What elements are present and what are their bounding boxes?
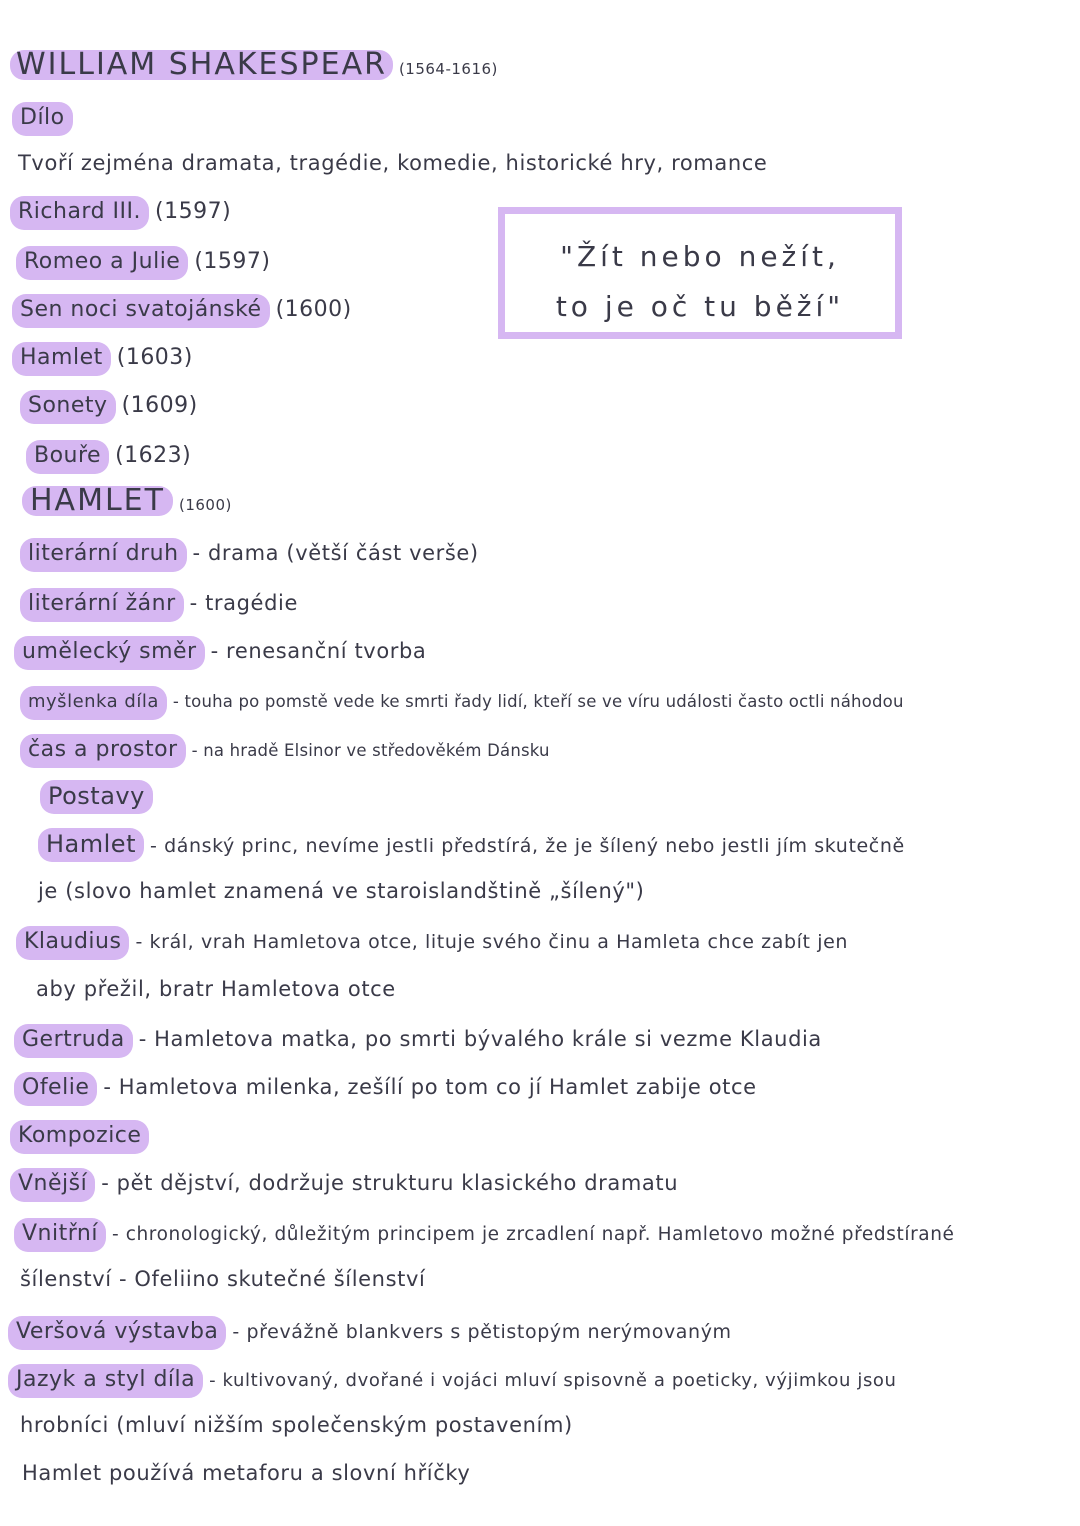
quote-box bbox=[498, 207, 902, 339]
kompozice-vnitrni-cont: šílenství - Ofeliino skutečné šílenství bbox=[20, 1267, 426, 1291]
postavy-heading: Postavy bbox=[40, 780, 159, 814]
jazyk-cont-1: hrobníci (mluví nižším společenským postavením) bbox=[20, 1413, 573, 1437]
work-item: Hamlet (1603) bbox=[12, 342, 193, 376]
dilo-heading bbox=[12, 102, 79, 136]
dilo-intro: Tvoří zejména dramata, tragédie, komedie, historické hry, romance bbox=[18, 151, 768, 175]
myslenka-dila: myšlenka díla - touha po pomstě vede ke smrti řady lidí, kteří se ve víru události často octli náhodou bbox=[20, 686, 904, 720]
postava-gertruda: Gertruda - Hamletova matka, po smrti bývalého krále si vezme Klaudia bbox=[14, 1024, 822, 1058]
literarni-zanr: literární žánr - tragédie bbox=[20, 588, 298, 622]
jazyk-a-styl: Jazyk a styl díla - kultivovaný, dvořané i vojáci mluví spisovně a poeticky, výjimkou jsou bbox=[8, 1364, 897, 1398]
quote-line-2: to je oč tu běží" bbox=[555, 290, 845, 323]
kompozice-vnejsi: Vnější - pět dějství, dodržuje strukturu klasického dramatu bbox=[10, 1168, 678, 1202]
work-item: Richard III. (1597) bbox=[10, 196, 231, 230]
postava-hamlet-cont: je (slovo hamlet znamená ve staroislandštině „šílený") bbox=[38, 879, 645, 903]
postava-ofelie: Ofelie - Hamletova milenka, zešílí po tom co jí Hamlet zabije otce bbox=[14, 1072, 757, 1106]
hamlet-title: HAMLET bbox=[22, 486, 173, 516]
hamlet-heading bbox=[22, 483, 232, 520]
title-line bbox=[10, 47, 498, 84]
cas-a-prostor: čas a prostor - na hradě Elsinor ve středověkém Dánsku bbox=[20, 734, 550, 768]
dilo-label: Dílo bbox=[12, 102, 73, 136]
umelecky-smer: umělecký směr - renesanční tvorba bbox=[14, 636, 426, 670]
literarni-druh: literární druh - drama (větší část verše) bbox=[20, 538, 479, 572]
kompozice-heading: Kompozice bbox=[10, 1120, 155, 1154]
work-item: Bouře (1623) bbox=[26, 440, 191, 474]
work-item: Sen noci svatojánské (1600) bbox=[12, 294, 352, 328]
work-item: Sonety (1609) bbox=[20, 390, 198, 424]
versova-vystavba: Veršová výstavba - převážně blankvers s pětistopým nerýmovaným bbox=[8, 1316, 732, 1350]
author-name: WILLIAM SHAKESPEAR bbox=[10, 50, 393, 80]
jazyk-cont-2: Hamlet používá metaforu a slovní hříčky bbox=[22, 1461, 471, 1485]
postava-klaudius: Klaudius - král, vrah Hamletova otce, lituje svého činu a Hamleta chce zabít jen bbox=[16, 926, 848, 960]
hamlet-year: (1600) bbox=[178, 496, 232, 514]
quote-line-1: "Žít nebo nežít, bbox=[560, 240, 840, 273]
work-item: Romeo a Julie (1597) bbox=[16, 246, 271, 280]
postava-hamlet: Hamlet - dánský princ, nevíme jestli předstírá, že je šílený nebo jestli jím skutečně bbox=[38, 828, 905, 862]
kompozice-vnitrni: Vnitřní - chronologický, důležitým principem je zrcadlení např. Hamletovo možné předstírané bbox=[14, 1218, 955, 1252]
author-years: (1564-1616) bbox=[398, 60, 498, 78]
postava-klaudius-cont: aby přežil, bratr Hamletova otce bbox=[36, 977, 396, 1001]
